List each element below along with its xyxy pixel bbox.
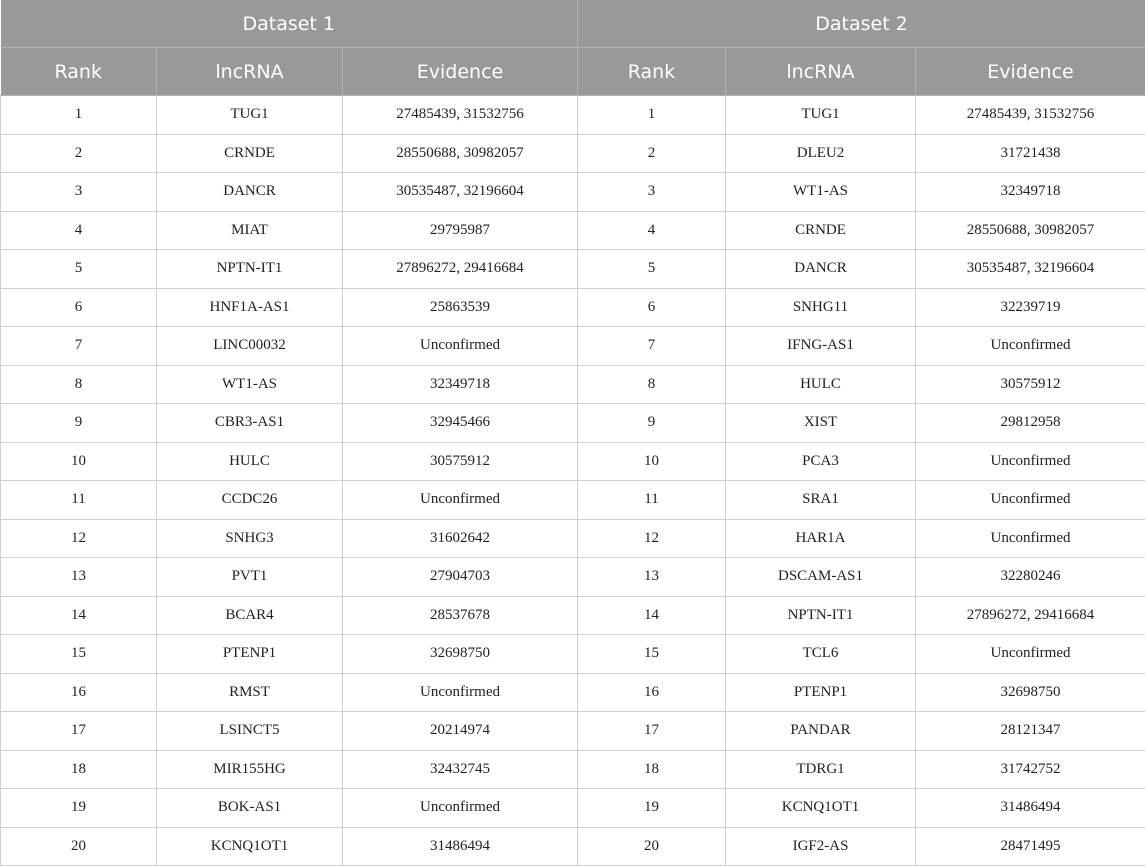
lncrna-cell-2: XIST — [726, 404, 916, 443]
evidence-cell-1: 25863539 — [343, 288, 578, 327]
rank-cell-2: 7 — [578, 327, 726, 366]
rank-cell-2: 1 — [578, 96, 726, 135]
rank-header-2: Rank — [578, 48, 726, 96]
lncrna-cell-2: PTENP1 — [726, 673, 916, 712]
rank-cell-2: 4 — [578, 211, 726, 250]
evidence-cell-2: Unconfirmed — [916, 327, 1145, 366]
rank-cell-1: 7 — [1, 327, 157, 366]
evidence-cell-2: 30575912 — [916, 365, 1145, 404]
rank-cell-1: 1 — [1, 96, 157, 135]
lncrna-cell-1: CRNDE — [157, 134, 343, 173]
table-row — [1, 173, 1145, 212]
table-row — [1, 442, 1145, 481]
lncrna-cell-1: HNF1A-AS1 — [157, 288, 343, 327]
lncrna-cell-2: NPTN-IT1 — [726, 596, 916, 635]
rank-cell-2: 10 — [578, 442, 726, 481]
rank-cell-1: 2 — [1, 134, 157, 173]
table-row — [1, 211, 1145, 250]
evidence-cell-1: Unconfirmed — [343, 789, 578, 828]
table-row — [1, 789, 1145, 828]
rank-cell-2: 18 — [578, 750, 726, 789]
evidence-cell-1: 29795987 — [343, 211, 578, 250]
evidence-cell-1: 32349718 — [343, 365, 578, 404]
lncrna-cell-2: SRA1 — [726, 481, 916, 520]
dataset1-header: Dataset 1 — [1, 0, 578, 48]
rank-cell-2: 13 — [578, 558, 726, 597]
evidence-cell-2: 32698750 — [916, 673, 1145, 712]
evidence-cell-1: Unconfirmed — [343, 673, 578, 712]
lncrna-cell-1: CCDC26 — [157, 481, 343, 520]
lncrna-cell-1: MIR155HG — [157, 750, 343, 789]
rank-cell-1: 3 — [1, 173, 157, 212]
rank-cell-1: 19 — [1, 789, 157, 828]
lncrna-cell-1: LINC00032 — [157, 327, 343, 366]
column-header-row — [1, 48, 1145, 96]
lncrna-cell-2: DSCAM-AS1 — [726, 558, 916, 597]
lncrna-cell-1: RMST — [157, 673, 343, 712]
rank-cell-2: 20 — [578, 827, 726, 866]
evidence-cell-2: 29812958 — [916, 404, 1145, 443]
rank-cell-1: 5 — [1, 250, 157, 289]
lncrna-cell-1: KCNQ1OT1 — [157, 827, 343, 866]
rank-cell-2: 17 — [578, 712, 726, 751]
evidence-cell-1: 28537678 — [343, 596, 578, 635]
table-row — [1, 750, 1145, 789]
rank-cell-2: 5 — [578, 250, 726, 289]
lncrna-cell-1: CBR3-AS1 — [157, 404, 343, 443]
table-row — [1, 288, 1145, 327]
table-row — [1, 96, 1145, 135]
evidence-cell-2: 31486494 — [916, 789, 1145, 828]
rank-cell-2: 15 — [578, 635, 726, 674]
table-row — [1, 481, 1145, 520]
lncrna-cell-2: TCL6 — [726, 635, 916, 674]
evidence-cell-1: 32698750 — [343, 635, 578, 674]
rank-cell-2: 6 — [578, 288, 726, 327]
evidence-cell-2: 27896272, 29416684 — [916, 596, 1145, 635]
evidence-header-1: Evidence — [343, 48, 578, 96]
lncrna-cell-2: PCA3 — [726, 442, 916, 481]
table-row — [1, 712, 1145, 751]
table-row — [1, 827, 1145, 866]
evidence-cell-2: Unconfirmed — [916, 519, 1145, 558]
rank-cell-1: 12 — [1, 519, 157, 558]
dataset2-header: Dataset 2 — [578, 0, 1145, 48]
evidence-cell-2: Unconfirmed — [916, 442, 1145, 481]
table-row — [1, 404, 1145, 443]
table-row — [1, 134, 1145, 173]
rank-cell-1: 20 — [1, 827, 157, 866]
lncrna-cell-2: CRNDE — [726, 211, 916, 250]
table-row — [1, 327, 1145, 366]
lncrna-cell-1: PVT1 — [157, 558, 343, 597]
rank-cell-1: 10 — [1, 442, 157, 481]
evidence-cell-1: 20214974 — [343, 712, 578, 751]
evidence-cell-1: 31602642 — [343, 519, 578, 558]
rank-cell-2: 14 — [578, 596, 726, 635]
lncrna-cell-1: NPTN-IT1 — [157, 250, 343, 289]
table-row — [1, 558, 1145, 597]
rank-cell-2: 16 — [578, 673, 726, 712]
rank-cell-2: 19 — [578, 789, 726, 828]
rank-cell-2: 8 — [578, 365, 726, 404]
evidence-cell-2: 28121347 — [916, 712, 1145, 751]
evidence-cell-1: 30535487, 32196604 — [343, 173, 578, 212]
evidence-cell-1: Unconfirmed — [343, 327, 578, 366]
rank-cell-1: 8 — [1, 365, 157, 404]
lncrna-cell-2: HULC — [726, 365, 916, 404]
rank-header-1: Rank — [1, 48, 157, 96]
table-row — [1, 673, 1145, 712]
rank-cell-1: 11 — [1, 481, 157, 520]
rank-cell-1: 17 — [1, 712, 157, 751]
lncrna-cell-1: DANCR — [157, 173, 343, 212]
table-row — [1, 635, 1145, 674]
lncrna-header-1: lncRNA — [157, 48, 343, 96]
evidence-cell-1: 30575912 — [343, 442, 578, 481]
rank-cell-1: 15 — [1, 635, 157, 674]
rank-cell-1: 4 — [1, 211, 157, 250]
evidence-cell-2: 32349718 — [916, 173, 1145, 212]
evidence-header-2: Evidence — [916, 48, 1145, 96]
table-row — [1, 596, 1145, 635]
rank-cell-1: 18 — [1, 750, 157, 789]
lncrna-cell-1: HULC — [157, 442, 343, 481]
lncrna-cell-2: DLEU2 — [726, 134, 916, 173]
evidence-cell-2: 32239719 — [916, 288, 1145, 327]
lncrna-cell-2: WT1-AS — [726, 173, 916, 212]
rank-cell-1: 6 — [1, 288, 157, 327]
evidence-cell-1: 28550688, 30982057 — [343, 134, 578, 173]
table-row — [1, 519, 1145, 558]
lncrna-cell-2: TUG1 — [726, 96, 916, 135]
lncrna-cell-1: MIAT — [157, 211, 343, 250]
rank-cell-1: 16 — [1, 673, 157, 712]
evidence-cell-2: Unconfirmed — [916, 481, 1145, 520]
table-row — [1, 365, 1145, 404]
rank-cell-2: 11 — [578, 481, 726, 520]
lncrna-cell-2: DANCR — [726, 250, 916, 289]
evidence-cell-1: 31486494 — [343, 827, 578, 866]
lncrna-cell-2: SNHG11 — [726, 288, 916, 327]
rank-cell-1: 9 — [1, 404, 157, 443]
evidence-cell-2: 28471495 — [916, 827, 1145, 866]
lncrna-cell-2: IFNG-AS1 — [726, 327, 916, 366]
evidence-cell-1: 27485439, 31532756 — [343, 96, 578, 135]
evidence-cell-2: Unconfirmed — [916, 635, 1145, 674]
rank-cell-1: 14 — [1, 596, 157, 635]
lncrna-cell-2: IGF2-AS — [726, 827, 916, 866]
rank-cell-2: 3 — [578, 173, 726, 212]
lncrna-cell-2: KCNQ1OT1 — [726, 789, 916, 828]
lncrna-cell-1: WT1-AS — [157, 365, 343, 404]
lncrna-cell-1: BCAR4 — [157, 596, 343, 635]
dataset-header-row — [1, 0, 1145, 48]
evidence-cell-2: 31742752 — [916, 750, 1145, 789]
evidence-cell-1: 27896272, 29416684 — [343, 250, 578, 289]
evidence-cell-2: 28550688, 30982057 — [916, 211, 1145, 250]
lncrna-cell-1: BOK-AS1 — [157, 789, 343, 828]
table-row — [1, 250, 1145, 289]
lncrna-cell-2: PANDAR — [726, 712, 916, 751]
evidence-cell-1: 32432745 — [343, 750, 578, 789]
lncrna-cell-1: TUG1 — [157, 96, 343, 135]
lncrna-cell-1: LSINCT5 — [157, 712, 343, 751]
lncrna-cell-1: PTENP1 — [157, 635, 343, 674]
evidence-cell-1: Unconfirmed — [343, 481, 578, 520]
rank-cell-2: 9 — [578, 404, 726, 443]
evidence-cell-1: 27904703 — [343, 558, 578, 597]
evidence-cell-2: 32280246 — [916, 558, 1145, 597]
lncrna-header-2: lncRNA — [726, 48, 916, 96]
rank-cell-1: 13 — [1, 558, 157, 597]
rank-cell-2: 12 — [578, 519, 726, 558]
evidence-cell-2: 30535487, 32196604 — [916, 250, 1145, 289]
lncrna-cell-2: TDRG1 — [726, 750, 916, 789]
rank-cell-2: 2 — [578, 134, 726, 173]
evidence-cell-2: 31721438 — [916, 134, 1145, 173]
evidence-cell-1: 32945466 — [343, 404, 578, 443]
evidence-cell-2: 27485439, 31532756 — [916, 96, 1145, 135]
lncrna-cell-1: SNHG3 — [157, 519, 343, 558]
lncrna-cell-2: HAR1A — [726, 519, 916, 558]
